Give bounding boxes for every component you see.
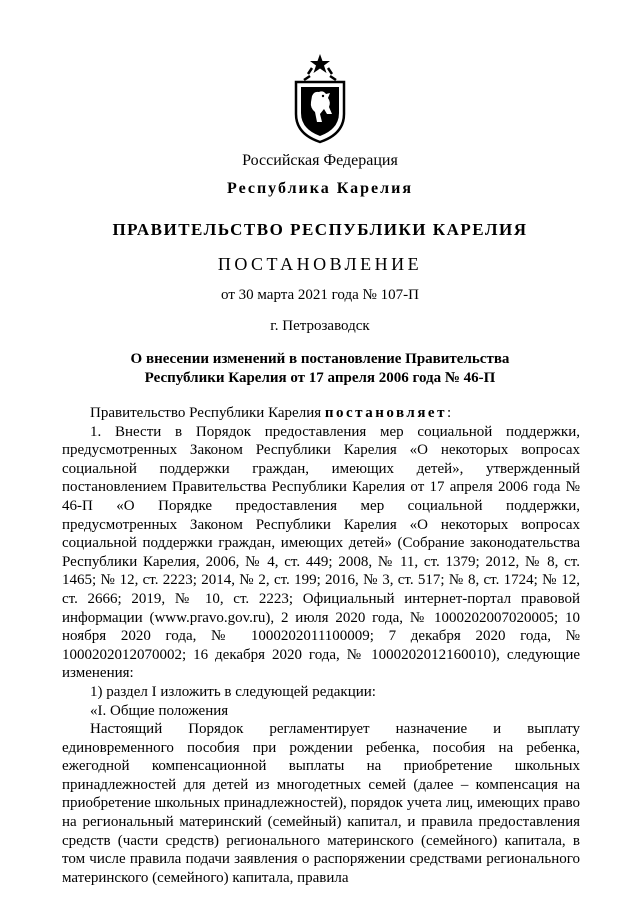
subject-line-1: О внесении изменений в постановление Правительства — [130, 351, 510, 367]
paragraph-2: Настоящий Порядок регламентирует назначение и выплату единовременного пособия при рождении ребенка, пособия на ребенка, ежегодной компенсационной выплаты на приобретение школьных принадлежностей для детей из многодетных семей (далее – компенсация на приобретение школьных принадлежностей), порядок учета лиц, имеющих право на региональный материнский (семейный) капитал, и правила предоставления средств (части средств) регионального материнского (семейного) капитала, в том числе правила подачи заявления о распоряжении средствами регионального материнского (семейного) капитала, правила — [62, 721, 580, 886]
decree-verb: постановляет — [324, 405, 447, 421]
intro-suffix: : — [446, 405, 452, 421]
coat-of-arms-emblem — [290, 52, 350, 144]
federation-name: Российская Федерация — [242, 152, 398, 169]
item-1: 1) раздел I изложить в следующей редакции: — [90, 683, 376, 700]
decree-subject — [0, 350, 640, 388]
republic-name: Республика Карелия — [227, 180, 413, 197]
intro-prefix: Правительство Республики Карелия — [90, 405, 325, 421]
paragraph-1: 1. Внести в Порядок предоставления мер социальной поддержки, предусмотренных Законом Республики Карелия «О некоторых вопросах социальной поддержки граждан, имеющих детей», утвержденный постановлением Правительства Республики Карелия от 17 апреля 2006 года № 46-П «О Порядке предоставления мер социальной поддержки, предусмотренных Законом Республики Карелия «О некоторых вопросах социальной поддержки граждан, имеющих детей» (Собрание законодательства Республики Карелия, 2006, № 4, ст. 449; 2008, № 11, ст. 1379; 2012, № 8, ст. 1465; № 12, ст. 2223; 2014, № 2, ст. 199; 2016, № 3, ст. 517; № 8, ст. 1724; № 12, ст. 2666; 2019, № 10, ст. 2223; Официальный интернет-портал правовой информации (www.pravo.gov.ru), 2 июля 2020 года, № 1000202007020005; 10 ноября 2020 года, № 1000202011100009; 7 декабря 2020 года, № 1000202012070002; 16 декабря 2020 года, № 1000202012160010), следующие изменения: — [62, 423, 580, 682]
decree-body — [62, 404, 580, 887]
government-title: ПРАВИТЕЛЬСТВО РЕСПУБЛИКИ КАРЕЛИЯ — [112, 220, 528, 239]
section-title: «I. Общие положения — [90, 702, 229, 719]
decree-date-number: от 30 марта 2021 года № 107-П — [221, 287, 419, 303]
intro-paragraph — [62, 404, 580, 423]
subject-line-2: Республики Карелия от 17 апреля 2006 года № 46-П — [144, 370, 496, 386]
decree-type: ПОСТАНОВЛЕНИЕ — [217, 254, 423, 274]
city-name: г. Петрозаводск — [270, 318, 370, 334]
